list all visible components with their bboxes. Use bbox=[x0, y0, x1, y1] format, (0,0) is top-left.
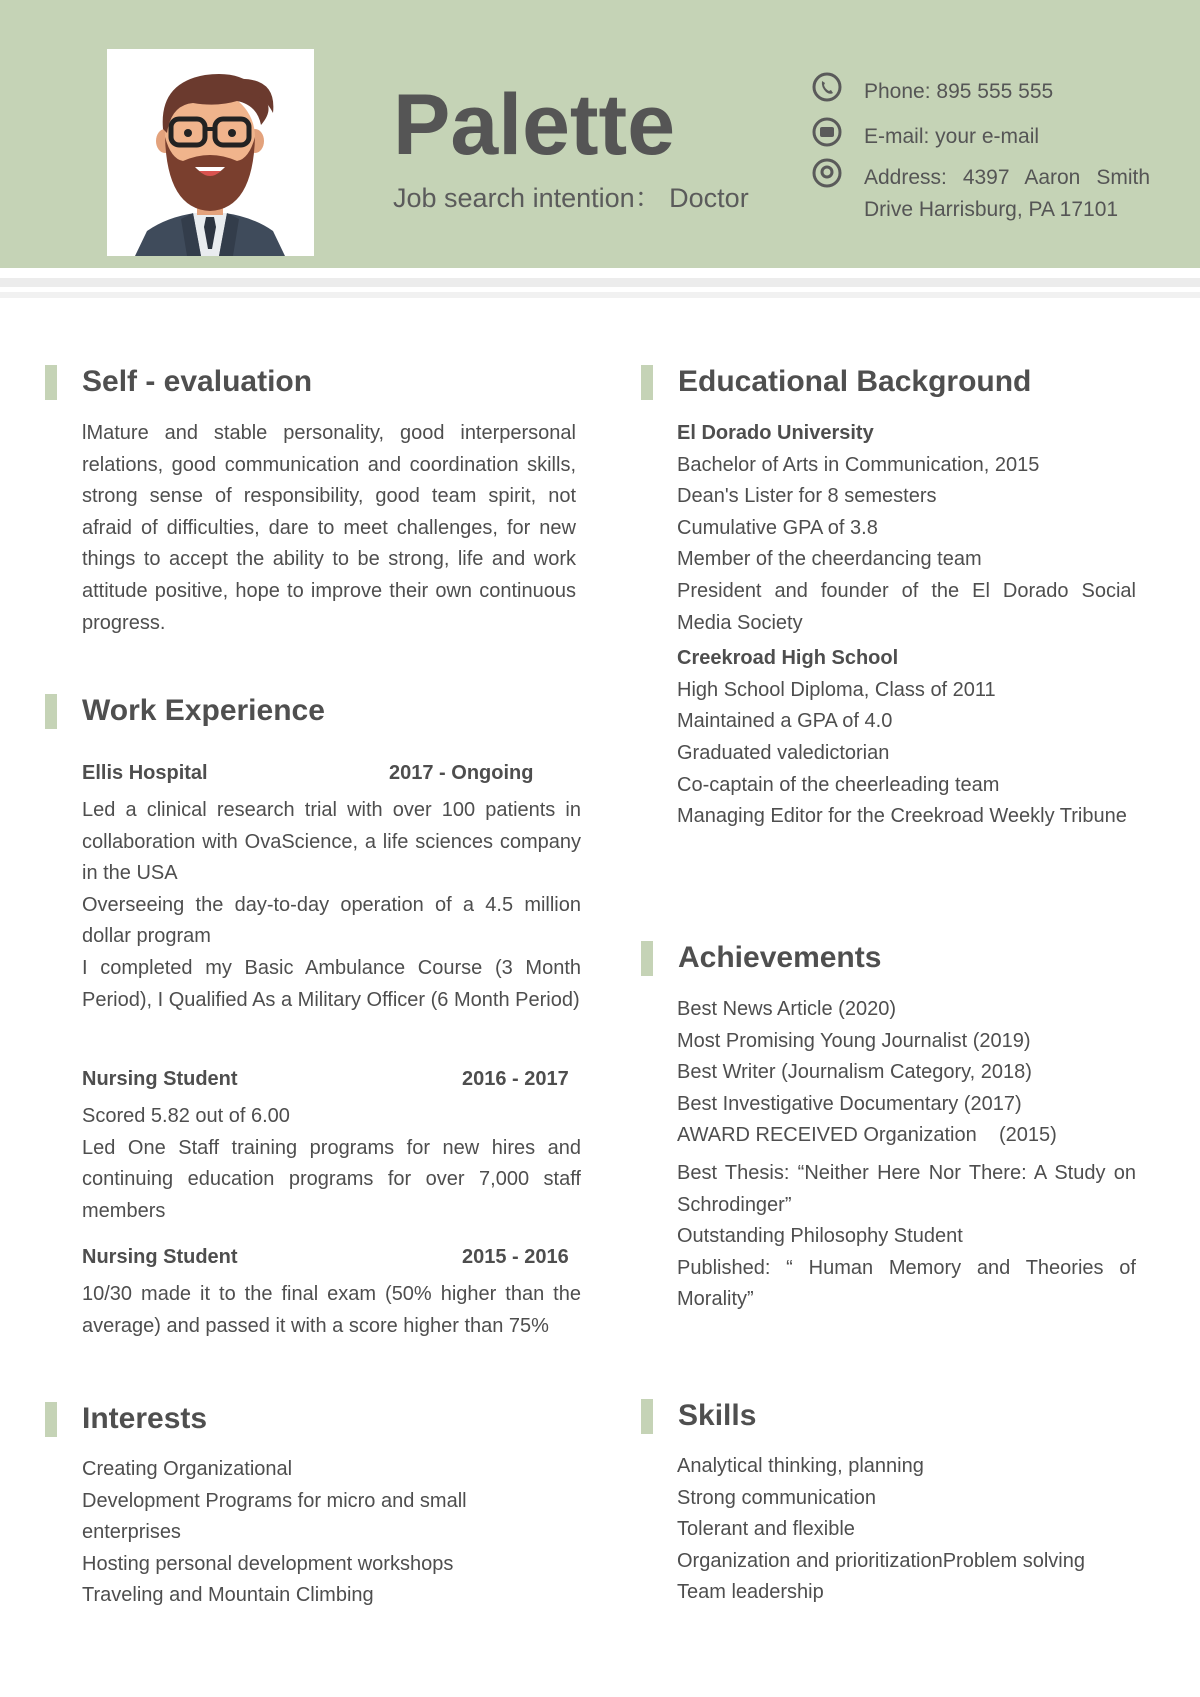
job-detail-item: Overseeing the day-to-day operation of a 4.5 million dollar program bbox=[82, 893, 581, 948]
school-name: Creekroad High School bbox=[677, 647, 899, 670]
achievement-item: Best Writer (Journalism Category, 2018) bbox=[677, 1061, 1032, 1084]
achievement-item: Best News Article (2020) bbox=[677, 998, 896, 1020]
job-dates: 2015 - 2016 bbox=[462, 1246, 569, 1268]
school-name: El Dorado University bbox=[677, 422, 874, 444]
skill-item: Analytical thinking, planning bbox=[677, 1455, 924, 1477]
skills-list bbox=[677, 1451, 1147, 1609]
section-accent-bar bbox=[641, 941, 653, 976]
job-detail-item: Led One Staff training programs for new hires and continuing education programs for over 7,000 staff members bbox=[82, 1136, 581, 1222]
candidate-name: Palette bbox=[393, 77, 676, 173]
job-dates: 2016 - 2017 bbox=[462, 1068, 569, 1090]
section-title: Skills bbox=[678, 1399, 757, 1432]
location-icon bbox=[812, 158, 842, 188]
achievement-item: AWARD RECEIVED Organization (2015) bbox=[677, 1124, 1057, 1147]
achievement-item: Most Promising Young Journalist (2019) bbox=[677, 1029, 1031, 1052]
self-evaluation-text: lMature and stable personality, good interpersonal relations, good communication and coordination skills, strong sense of responsibility, good team spirit, not afraid of difficulties, dare to meet challenges, for new things to accept the ability to be strong, life and work attitude positive, hope to improve their own continuous progress. bbox=[82, 422, 576, 634]
education-item: Member of the cheerdancing team bbox=[677, 548, 982, 571]
skill-item: Tolerant and flexible bbox=[677, 1518, 855, 1541]
section-accent-bar bbox=[45, 1402, 57, 1437]
interest-item: Development Programs for micro and small enterprises bbox=[82, 1489, 467, 1544]
job-detail-item: Scored 5.82 out of 6.00 bbox=[82, 1105, 290, 1127]
section-title: Educational Background bbox=[678, 365, 1032, 398]
achievement-item: Best Investigative Documentary (2017) bbox=[677, 1092, 1022, 1115]
job-employer: Nursing Student bbox=[82, 1246, 238, 1268]
education-item: Co-captain of the cheerleading team bbox=[677, 773, 1000, 796]
phone-text: Phone: 895 555 555 bbox=[864, 80, 1054, 103]
divider-stripe bbox=[0, 278, 1200, 287]
job-detail-item: 10/30 made it to the final exam (50% higher than the average) and passed it with a score higher than 75% bbox=[82, 1283, 581, 1337]
job-details bbox=[82, 795, 581, 1016]
job-intention: Job search intention： Doctor bbox=[393, 183, 749, 213]
job-detail-item: I completed my Basic Ambulance Course (3 Month Period), I Qualified As a Military Officer (6 Month Period) bbox=[82, 956, 581, 1011]
job-dates: 2017 - Ongoing bbox=[389, 762, 534, 784]
education-item: Maintained a GPA of 4.0 bbox=[677, 710, 893, 733]
contact-address bbox=[812, 158, 1150, 228]
section-accent-bar bbox=[45, 365, 57, 400]
phone-icon bbox=[812, 72, 842, 102]
section-accent-bar bbox=[641, 365, 653, 400]
section-accent-bar bbox=[641, 1399, 653, 1434]
section-title: Self - evaluation bbox=[82, 365, 313, 398]
section-title: Interests bbox=[82, 1402, 208, 1435]
job-employer: Nursing Student bbox=[82, 1068, 238, 1090]
education-item: Bachelor of Arts in Communication, 2015 bbox=[677, 453, 1040, 476]
interest-item: Hosting personal development workshops bbox=[82, 1552, 454, 1575]
education-item: Graduated valedictorian bbox=[677, 741, 890, 764]
divider-stripe bbox=[0, 292, 1200, 298]
achievement-item: Outstanding Philosophy Student bbox=[677, 1225, 963, 1248]
section-accent-bar bbox=[45, 694, 57, 729]
interest-item: Creating Organizational bbox=[82, 1458, 293, 1480]
skill-item: Team leadership bbox=[677, 1581, 824, 1604]
skill-item: Strong communication bbox=[677, 1486, 876, 1509]
email-text: E-mail: your e-mail bbox=[864, 125, 1040, 148]
section-title: Work Experience bbox=[82, 694, 325, 727]
job-employer: Ellis Hospital bbox=[82, 762, 208, 784]
avatar-illustration bbox=[107, 49, 314, 256]
education-item: High School Diploma, Class of 2011 bbox=[677, 678, 996, 701]
education-item: Managing Editor for the Creekroad Weekly Tribune bbox=[677, 805, 1127, 828]
address-text: Address: 4397 Aaron Smith Drive Harrisburg, PA 17101 bbox=[864, 166, 1150, 221]
achievement-item: Published: “ Human Memory and Theories of Morality” bbox=[677, 1256, 1136, 1311]
education-item: President and founder of the El Dorado Social Media Society bbox=[677, 579, 1136, 634]
education-item: Dean's Lister for 8 semesters bbox=[677, 485, 937, 508]
education-list bbox=[677, 418, 1136, 833]
interest-item: Traveling and Mountain Climbing bbox=[82, 1584, 374, 1607]
email-icon bbox=[812, 117, 842, 147]
interests-list bbox=[82, 1454, 512, 1612]
job-detail-item: Led a clinical research trial with over 100 patients in collaboration with OvaScience, a life sciences company in the USA bbox=[82, 799, 581, 885]
section-title: Achievements bbox=[678, 941, 882, 974]
achievements-list bbox=[677, 994, 1136, 1316]
avatar bbox=[107, 49, 314, 256]
job-details bbox=[82, 1279, 581, 1342]
job-details bbox=[82, 1101, 581, 1227]
education-item: Cumulative GPA of 3.8 bbox=[677, 516, 878, 539]
skill-item: Organization and prioritizationProblem solving bbox=[677, 1549, 1085, 1572]
achievement-item: Best Thesis: “Neither Here Nor There: A Study on Schrodinger” bbox=[677, 1161, 1136, 1216]
contact-email bbox=[812, 117, 1142, 151]
contact-phone bbox=[812, 72, 1142, 106]
